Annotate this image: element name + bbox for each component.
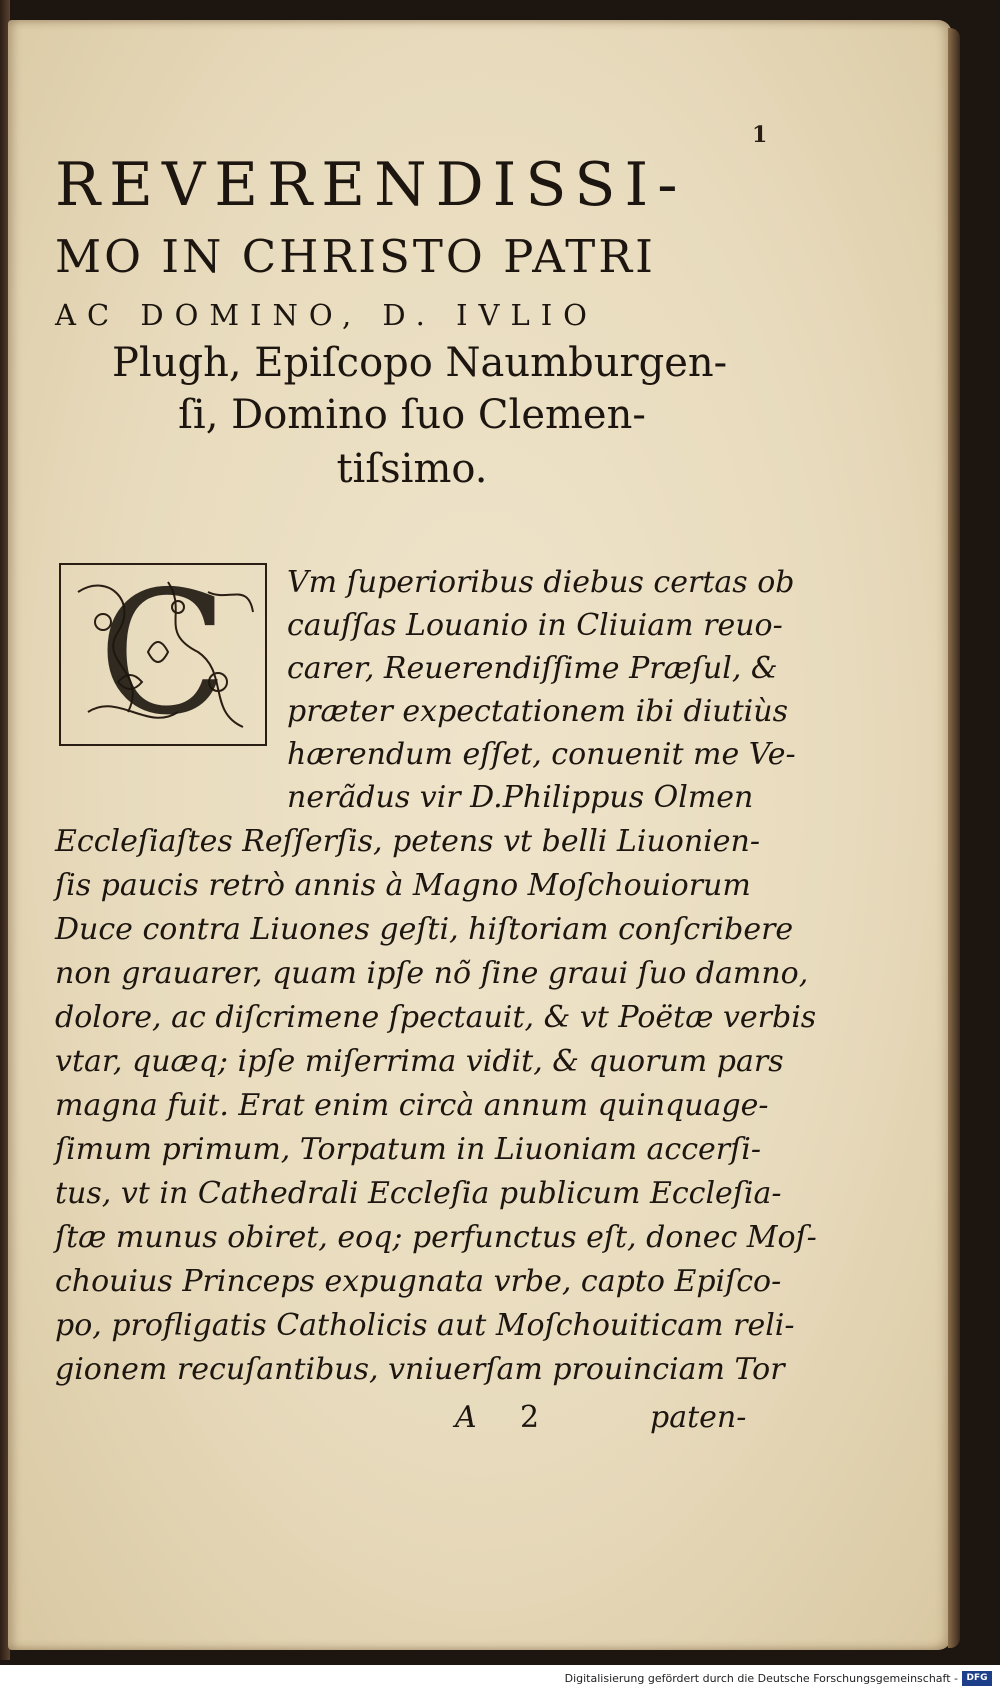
body-line: nerãdus vir D.Philippus Olmen [287,780,754,815]
body-line: chouius Princeps expugnata vrbe, capto Epiſco- [55,1264,782,1299]
folio-number: 1 [752,122,768,148]
body-line: Eccleſiaſtes Reſſerſis, petens vt belli Liuonien- [55,824,760,859]
body-line: ſtæ munus obiret, eoq; perfunctus eſt, donec Moſ- [55,1220,817,1255]
body-line: magna fuit. Erat enim circà annum quinquage- [55,1088,769,1123]
body-line: ſis paucis retrò annis à Magno Moſchouiorum [55,868,751,903]
footer-bar [0,1665,1000,1695]
body-line: po, profligatis Catholicis aut Moſchouiticam reli- [55,1308,795,1343]
body-line: gionem recuſantibus, vniuerſam prouinciam Tor [55,1352,785,1387]
body-line: tus, vt in Cathedrali Eccleſia publicum Eccleſia- [55,1176,782,1211]
body-line: hærendum eſſet, conuenit me Ve- [287,737,796,772]
body-line: Vm ſuperioribus diebus certas ob [287,565,795,600]
catchword: paten- [650,1400,747,1435]
body-line: præter expectationem ibi diutiùs [287,694,788,729]
signature-mark: A [455,1400,477,1435]
dfg-logo-icon[interactable]: DFG [962,1671,992,1686]
page-edge [948,28,960,1648]
footer-credit: Digitalisierung gefördert durch die Deutsche Forschungsgemeinschaft - [564,1672,958,1685]
title-line-2: MO IN CHRISTO PATRI [55,230,656,283]
decorated-initial-icon [58,562,268,747]
body-line: cauſſas Louanio in Cliuiam reuo- [287,608,783,643]
body-line: vtar, quæq; ipſe miſerrima vidit, & quorum pars [55,1044,784,1079]
body-line: dolore, ac diſcrimene ſpectauit, & vt Poëtæ verbis [55,1000,817,1035]
signature-number: 2 [520,1400,540,1435]
body-line: carer, Reuerendiſſime Præſul, & [287,651,778,686]
body-line: non grauarer, quam ipſe nõ ſine graui ſuo damno, [55,956,809,991]
title-line-1: REVERENDISSI- [55,150,687,220]
title-line-6: tiſsimo. [336,446,488,492]
initial-letter: C [97,562,229,747]
title-line-3: AC DOMINO, D. IVLIO [55,298,598,332]
body-line: Duce contra Liuones geſti, hiſtoriam conſcribere [55,912,794,947]
title-line-4: Plugh, Epiſcopo Naumburgen- [112,340,728,386]
title-line-5: ſi, Domino ſuo Clemen- [178,392,646,438]
body-line: ſimum primum, Torpatum in Liuoniam accerſi- [55,1132,761,1167]
